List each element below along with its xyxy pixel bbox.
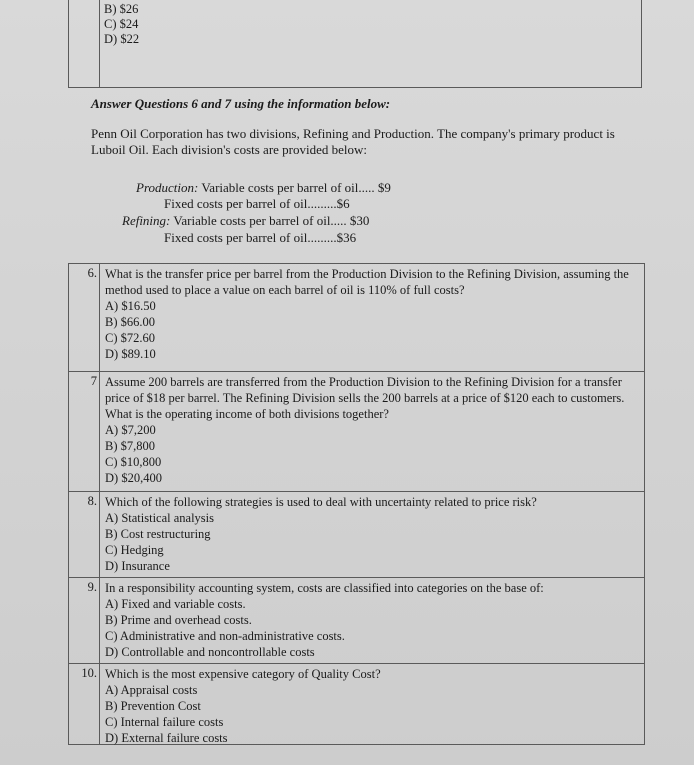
previous-question-box (68, 0, 642, 88)
option: B) $26 (104, 2, 139, 16)
question-text: Which of the following strategies is used to deal with uncertainty related to price risk? (105, 495, 537, 509)
refining-label: Refining: (122, 213, 171, 228)
option: A) $16.50 (105, 299, 156, 313)
option: D) $89.10 (105, 347, 156, 361)
question-number: 9. (87, 580, 97, 594)
option: B) $66.00 (105, 315, 155, 329)
option: A) Statistical analysis (105, 511, 215, 525)
question-body (105, 266, 638, 362)
production-fixed-cost: Fixed costs per barrel of oil.........$6 (164, 196, 350, 211)
refining-variable-text: Variable costs per barrel of oil..... $30 (173, 213, 370, 228)
option: A) Appraisal costs (105, 683, 198, 697)
question-number: 8. (87, 494, 97, 508)
question-body (105, 494, 638, 574)
question-text: In a responsibility accounting system, costs are classified into categories on the base of: (105, 581, 544, 595)
option: D) $22 (104, 32, 140, 46)
production-label: Production: (136, 180, 199, 195)
option: D) Controllable and noncontrollable costs (105, 645, 315, 659)
production-variable-cost (136, 180, 391, 196)
intro-paragraph: Penn Oil Corporation has two divisions, Refining and Production. The company's primary product is Luboil Oil. Each division's costs are provided below: (91, 126, 615, 157)
option: A) Fixed and variable costs. (105, 597, 246, 611)
question-number: 10. (81, 666, 97, 680)
production-variable-text: Variable costs per barrel of oil..... $9 (201, 180, 391, 195)
question-row (69, 491, 644, 578)
option: D) Insurance (105, 559, 170, 573)
option: B) Cost restructuring (105, 527, 211, 541)
option: C) $10,800 (105, 455, 162, 469)
option: A) $7,200 (105, 423, 156, 437)
option: D) External failure costs (105, 731, 228, 745)
option: B) Prime and overhead costs. (105, 613, 252, 627)
question-body (105, 374, 638, 486)
instruction-heading: Answer Questions 6 and 7 using the information below: (91, 96, 391, 111)
question-row (69, 577, 644, 664)
refining-fixed-cost: Fixed costs per barrel of oil.........$36 (164, 230, 357, 245)
previous-question-divider (99, 0, 101, 88)
question-text: Assume 200 barrels are transferred from the Production Division to the Refining Division for a transfer price of $18 per barrel. The Refining Division sells the 200 barrels at a price of $120 each to customers. What is the operating income of both divisions together? (105, 375, 625, 421)
option: B) $7,800 (105, 439, 155, 453)
option: C) Administrative and non-administrative costs. (105, 629, 345, 643)
questions-table (68, 263, 645, 745)
option: B) Prevention Cost (105, 699, 201, 713)
question-row (69, 264, 644, 371)
question-row (69, 371, 644, 492)
question-text: Which is the most expensive category of Quality Cost? (105, 667, 381, 681)
previous-question-options (104, 2, 139, 47)
option: C) Hedging (105, 543, 164, 557)
option: C) Internal failure costs (105, 715, 224, 729)
option: C) $72.60 (105, 331, 155, 345)
question-body (105, 580, 638, 660)
refining-variable-cost (122, 213, 369, 229)
option: D) $20,400 (105, 471, 162, 485)
question-number: 6. (87, 266, 97, 280)
question-text: What is the transfer price per barrel from the Production Division to the Refining Division, assuming the method used to place a value on each barrel of oil is 110% of full costs? (105, 267, 629, 297)
question-number: 7 (90, 374, 97, 388)
question-row (69, 663, 644, 746)
question-body (105, 666, 638, 746)
option: C) $24 (104, 17, 139, 31)
